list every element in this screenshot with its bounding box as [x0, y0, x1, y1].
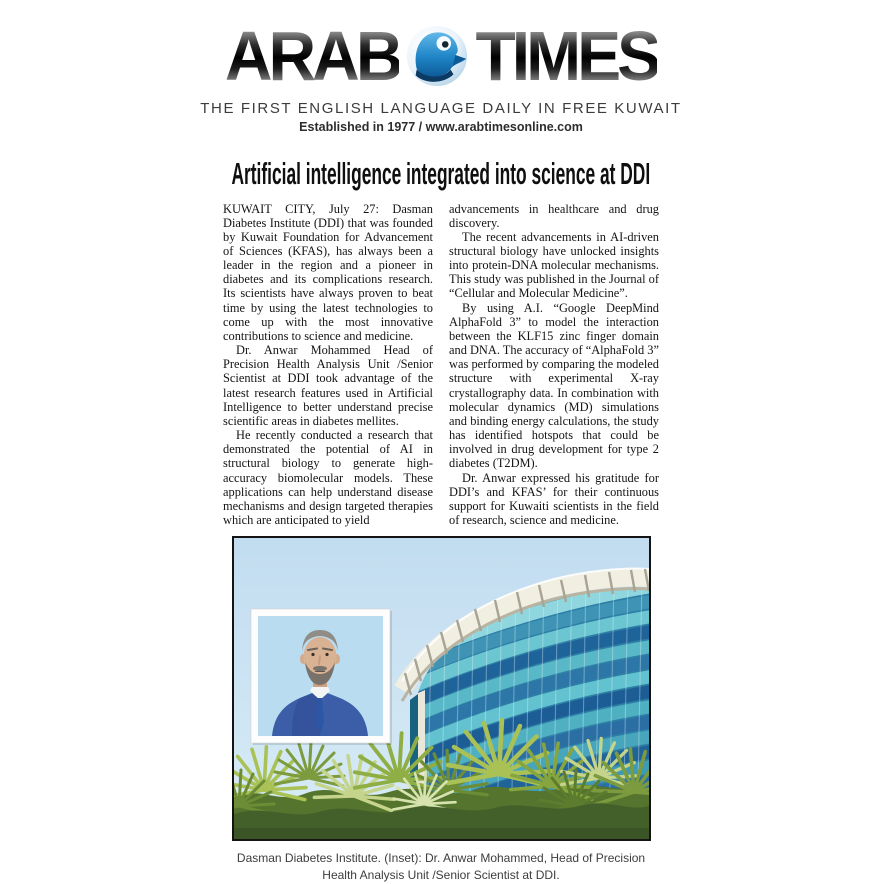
paragraph: KUWAIT CITY, July 27: Dasman Diabetes Institute (DDI) that was founded by Kuwait Foundation for Advancement of Sciences (KFAS), has always been a leader in the region and a pioneer in diabetes and its complications research. Its scientists have always proven to beat time by using the latest technologies to come up with the most innovative contributions to science and medicine. [223, 201, 433, 343]
logo-word-times: TIMES [475, 17, 658, 95]
paragraph: advancements in healthcare and drug discovery. [449, 201, 659, 230]
inset-portrait [251, 609, 392, 745]
article-column-left [223, 202, 433, 528]
masthead [0, 0, 882, 134]
paragraph: He recently conducted a research that demonstrated the potential of AI in structural biology to generate high-accuracy biomolecular models. These applications can help understand disease mechanisms and design targeted therapies which are anticipated to yield [223, 428, 433, 527]
paragraph: Dr. Anwar expressed his gratitude for DDI’s and KFAS’ for their continuous support for Kuwaiti scientists in the field of research, science and medicine. [449, 470, 659, 527]
logo-word-arab: ARAB [224, 17, 400, 95]
masthead-logo [0, 17, 882, 95]
article-figure [232, 536, 651, 884]
photo-caption: Dasman Diabetes Institute. (Inset): Dr. Anwar Mohammed, Head of Precision Health Analysis Unit /Senior Scientist at DDI. [236, 851, 646, 882]
article [0, 158, 882, 884]
paragraph: By using A.I. “Google DeepMind AlphaFold 3” to model the interaction between the KLF15 zinc finger domain and DNA. The accuracy of “AlphaFold 3” was performed by comparing the modeled structure with experimental X-ray crystallography data. In combination with molecular dynamics (MD) simulations and binding energy calculations, the study has identified hotspots that could be involved in drug development for type 2 diabetes (T2DM). [449, 300, 659, 471]
article-column-right [449, 202, 659, 528]
photo-dasman-institute [232, 536, 651, 841]
masthead-established-line: Established in 1977 / www.arabtimesonline.com [299, 120, 583, 134]
falcon-head-icon [405, 24, 469, 88]
masthead-tagline: THE FIRST ENGLISH LANGUAGE DAILY IN FREE KUWAIT [200, 100, 682, 117]
paragraph: Dr. Anwar Mohammed Head of Precision Health Analysis Unit /Senior Scientist at DDI took advantage of the latest research features used in Artificial Intelligence to better understand precise scientific areas in diabetes mellites. [223, 343, 433, 428]
paragraph: The recent advancements in AI-driven structural biology have unlocked insights into protein-DNA molecular mechanisms. This study was published in the Journal of “Cellular and Molecular Medicine”. [449, 229, 659, 301]
article-body [223, 202, 659, 528]
article-headline: Artificial intelligence integrated into science at DDI [231, 156, 651, 191]
